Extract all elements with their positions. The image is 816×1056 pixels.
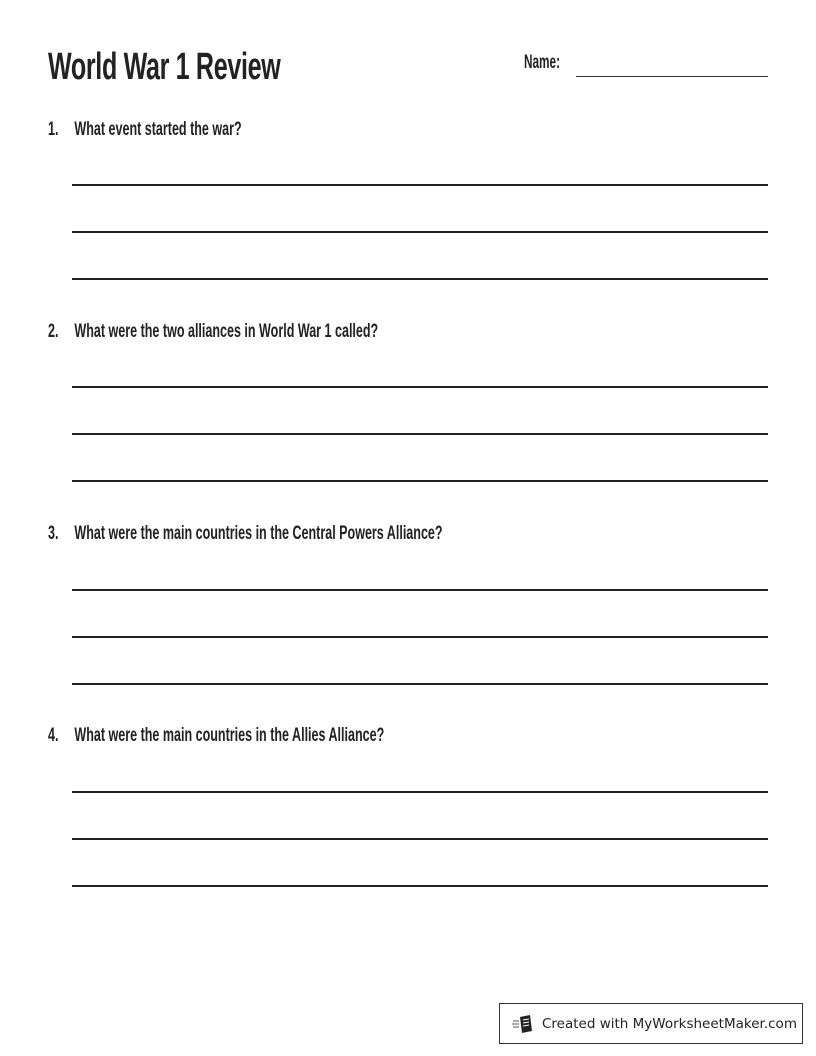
answer-line[interactable] <box>72 791 768 793</box>
answer-line[interactable] <box>72 838 768 840</box>
answer-line[interactable] <box>72 589 768 591</box>
question-text: What event started the war? <box>74 119 242 140</box>
name-answer-line[interactable] <box>576 76 768 77</box>
footer-credit[interactable] <box>499 1003 803 1044</box>
question-text: What were the main countries in the Central Powers Alliance? <box>74 523 443 544</box>
question-number: 3. <box>48 523 59 544</box>
name-label: Name: <box>524 52 561 73</box>
answer-line[interactable] <box>72 386 768 388</box>
question-text: What were the main countries in the Allies Alliance? <box>74 725 385 746</box>
answer-line[interactable] <box>72 231 768 233</box>
answer-line[interactable] <box>72 480 768 482</box>
answer-line[interactable] <box>72 433 768 435</box>
page-title: World War 1 Review <box>48 46 281 88</box>
question-number: 2. <box>48 321 59 342</box>
answer-line[interactable] <box>72 683 768 685</box>
answer-line[interactable] <box>72 885 768 887</box>
footer-text: Created with MyWorksheetMaker.com <box>542 1015 797 1032</box>
answer-line[interactable] <box>72 278 768 280</box>
answer-line[interactable] <box>72 636 768 638</box>
question-number: 1. <box>48 119 59 140</box>
answer-line[interactable] <box>72 184 768 186</box>
question-number: 4. <box>48 725 59 746</box>
worksheet-maker-logo-icon <box>512 1013 534 1035</box>
question-text: What were the two alliances in World War 1 called? <box>74 321 379 342</box>
